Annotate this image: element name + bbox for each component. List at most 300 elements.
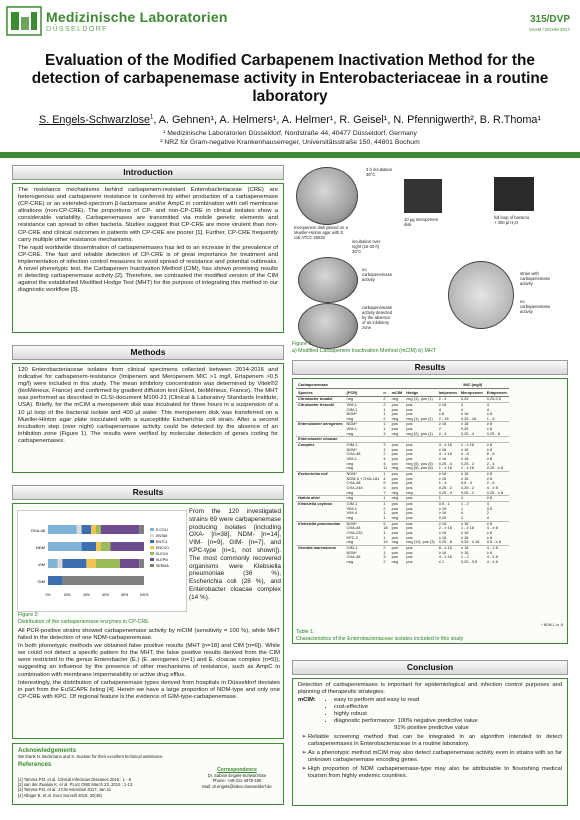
bar-segment bbox=[82, 525, 92, 534]
table-cell: 4 bbox=[459, 496, 485, 502]
table-cell: 4 bbox=[485, 402, 509, 407]
results-paragraph-3: Interestingly, the distribution of carbapenemase types derived from hospitals in Düsseldorf deviates in part from the EuSCAPE listing [4]. Herein we have a large proportion of NDM-type and only one CP-CRE with KPC. Of regional feature is the evidence of GIM-type-carbapenemase. bbox=[18, 679, 280, 700]
table-box bbox=[292, 378, 568, 644]
figure2-caption bbox=[18, 612, 188, 625]
agar-plate-photo bbox=[296, 167, 358, 225]
introduction-paragraph-1: The resistance mechanisms behind carbapenem-resistant Enterobacteriaceae (CRE) are heterogenous and carbapenem resistance is conferred by either production of a carbapenemase (CP-CRE) or an extended-spectrum β-lactamase and/or AmpC in combination with cell membrane altrations (non-CP-CRE). The proportions of CP- and non-CP-CRE in clinical isolates show a considerable variability. Carbapenemases are transmitted via mobile genetic elements and resistance can spread to other bacteria. Studies suggest that CP-CRE are more virulent than non-CP-CRE and clinical outcomes in patients with CP-CRE are poorer [1]. Further, CP-CRE frequently carry multiple other resistance mechanisms. bbox=[18, 187, 278, 243]
table-cell-species: Klebsiella oxytoca bbox=[296, 501, 345, 506]
table-cell: 18 bbox=[383, 525, 388, 531]
figure1-result-negative: no carbapenemase activity bbox=[362, 267, 393, 282]
table-caption bbox=[296, 629, 564, 642]
table-cell-species: Enterobacter aerogenes bbox=[298, 421, 343, 427]
table-cell: pos bbox=[391, 485, 398, 490]
mcim-point: • cost-effective bbox=[334, 704, 478, 711]
table-cell: ≥ 16 bbox=[437, 422, 459, 427]
table-cell: ≥ 8 bbox=[486, 426, 493, 432]
table-cell: 4 - ≥ 8 bbox=[486, 485, 498, 490]
table-cell: OXA-244 bbox=[346, 485, 363, 490]
table-cell: 5 bbox=[381, 521, 389, 526]
table-cell: 0,25-0,5 bbox=[485, 397, 509, 403]
table-cell: ≥ 16 bbox=[438, 446, 447, 452]
table-cell: pos bbox=[391, 534, 398, 540]
table-cell: pos bbox=[406, 411, 413, 417]
table-cell: 1 bbox=[381, 501, 389, 506]
table-cell: neg (5), pos (5) bbox=[406, 460, 433, 466]
mcim-label: mCIM: bbox=[298, 697, 316, 703]
table-head: Imipenem bbox=[438, 390, 457, 396]
figure1-annotation-disk: 10 µg meropenem disk bbox=[404, 217, 439, 227]
mcim-summary bbox=[298, 697, 562, 732]
table-cell: ≥ 16 bbox=[460, 534, 469, 540]
table-cell: ≥ 16 bbox=[438, 505, 447, 511]
table-cell: pos bbox=[391, 456, 398, 462]
table-cell: GIM-1 bbox=[345, 545, 382, 550]
table-cell: 0,25 - 2 bbox=[460, 485, 475, 490]
other-authors: , A. Gehnen¹, A. Helmers¹, A. Helmer¹, R. Geisel¹, N. Pfennigwerth², B. R.Thoma¹ bbox=[153, 114, 541, 126]
table-cell: ≥ 16 bbox=[460, 446, 469, 452]
reference-item: [4] Albiger B. et al. Euro Surveill 2015; 20(45) bbox=[18, 792, 102, 798]
table-cell: 4 - ≥ 8 bbox=[486, 558, 498, 564]
figure1-description: a) Modified Carbapenem Inactivation Method (mCIM) b) MHT bbox=[292, 347, 436, 354]
author-list bbox=[20, 114, 560, 126]
table-cell: 0,25 bbox=[460, 426, 469, 432]
table-cell: neg (11), pos (3) bbox=[406, 539, 435, 545]
table-cell: pos bbox=[404, 496, 436, 502]
table-cell: ≥ 16 bbox=[438, 549, 447, 555]
table-cell: pos bbox=[406, 554, 413, 560]
table-cell: 4 - 8 bbox=[460, 451, 469, 457]
table-cell: 1 bbox=[383, 534, 386, 540]
table-cell: 4 bbox=[486, 514, 489, 520]
table-cell: ≥ 8 bbox=[486, 534, 493, 540]
figure1-mht-positive: strain with carbapenemase activity bbox=[520, 271, 551, 286]
table-cell: 0,25 - 2 bbox=[460, 489, 475, 495]
table-cell: ≥ 16 bbox=[438, 529, 447, 535]
table-cell: ≥ 8 bbox=[486, 549, 493, 555]
poster-header bbox=[0, 0, 580, 44]
table-cell: neg bbox=[346, 465, 354, 471]
table-cell: 3 bbox=[383, 430, 386, 436]
bar-segment bbox=[62, 576, 144, 585]
table-cell: ≥ 8 bbox=[485, 521, 509, 526]
acknowledgements-text: We thank N. Beckmann and S. Suetzer for their excellent technical assistance. bbox=[18, 754, 164, 759]
table-cell: 1 bbox=[383, 529, 386, 535]
table-cell: 0,25 - 2 bbox=[438, 485, 452, 490]
table-cell: neg (2), pos (1) bbox=[406, 430, 433, 436]
table-cell: neg bbox=[406, 489, 413, 495]
table-cell: pos bbox=[406, 510, 413, 516]
table-cell: neg (5), pos (6) bbox=[406, 465, 433, 471]
table-row bbox=[296, 560, 509, 565]
correspondence-phone: Phone: +49-211-4978-180 bbox=[212, 778, 262, 784]
table-cell: ≥ 8 bbox=[438, 411, 445, 417]
table-cell: pos bbox=[406, 514, 413, 520]
table-cell: pos bbox=[391, 480, 398, 486]
conclusion-bullet: ➢ As a phenotypic method mCIM may also detect carbapenemase activity even in strains with so far unknown carbapenemase encoding genes. bbox=[308, 750, 562, 764]
table-head: MIC (mg/l) bbox=[437, 381, 509, 389]
table-cell: pos bbox=[406, 485, 413, 490]
table-head: Meropenem bbox=[460, 390, 483, 396]
table-cell: neg bbox=[346, 460, 354, 466]
table-cell: 2 - 4 bbox=[438, 430, 447, 436]
table-cell: pos bbox=[391, 505, 398, 511]
table-cell: 2 bbox=[383, 451, 386, 457]
table-cell: OXA-48 bbox=[346, 525, 361, 531]
figure1-step1: 3 h incubation 36°C bbox=[366, 167, 393, 177]
lab-logo-icon bbox=[6, 6, 42, 36]
table-cell: 4 bbox=[460, 406, 464, 412]
bar-segment bbox=[48, 559, 58, 568]
table-cell: 2 bbox=[381, 402, 389, 407]
table-cell: 2 bbox=[460, 514, 464, 520]
mht-plate-photo bbox=[448, 261, 514, 329]
table-cell: pos bbox=[406, 505, 413, 511]
legend-label: KLEOX bbox=[156, 552, 168, 556]
table-cell: 14 bbox=[383, 539, 388, 545]
table-cell: 0,5 - 1 bbox=[437, 501, 459, 506]
table-cell: neg bbox=[345, 496, 382, 502]
table-cell: 1 - 2 bbox=[460, 554, 469, 560]
mcim-points bbox=[322, 697, 478, 732]
table-footnote: * NDM-1 or -5 bbox=[541, 622, 563, 627]
table-cell: GIM-1 bbox=[345, 501, 382, 506]
x-tick-label: 80% bbox=[121, 593, 129, 597]
table-cell: 1 bbox=[381, 422, 389, 427]
table-cell: pos bbox=[390, 521, 405, 526]
bar-segment bbox=[96, 559, 120, 568]
table-cell: ≥ 8 bbox=[486, 475, 493, 481]
table-cell: neg bbox=[346, 430, 354, 436]
legend-label: ENCCO bbox=[156, 546, 169, 550]
results-heading: Results bbox=[12, 485, 284, 500]
plate-no-activity-photo bbox=[298, 257, 358, 303]
table-cell: 2 bbox=[381, 545, 389, 550]
table-cell-species: Serratia marcescens bbox=[296, 545, 345, 550]
bar-segment bbox=[96, 525, 101, 534]
legend-label: ENTAE bbox=[156, 534, 168, 538]
table-cell: NDM* bbox=[346, 549, 357, 555]
figure1 bbox=[292, 165, 568, 353]
poster-conference: VAAM / DGHM 2017 bbox=[528, 27, 570, 32]
methods-box bbox=[12, 363, 284, 473]
table-cell-species bbox=[296, 560, 345, 565]
affiliation-1: ¹ Medizinische Laboratorien Düsseldorf, Nordstraße 44, 40477 Düsseldorf, Germany bbox=[163, 130, 417, 137]
table-cell: OXA-48 bbox=[346, 451, 361, 457]
table-cell: ≥ 16 bbox=[460, 456, 469, 462]
table-cell: pos bbox=[406, 529, 413, 535]
table-cell: pos bbox=[406, 549, 413, 555]
table-cell: 0,5 bbox=[486, 505, 493, 511]
header-divider bbox=[0, 152, 580, 158]
mcim-point: • easy to perform and easy to read bbox=[334, 697, 478, 704]
table-cell-species: Escherichia coli bbox=[296, 472, 345, 477]
table-cell: neg bbox=[391, 489, 399, 495]
table-cell: 4 - ≥ 16 bbox=[438, 554, 452, 560]
table-cell: pos bbox=[391, 426, 398, 432]
table-cell: 4 bbox=[460, 510, 464, 516]
table-cell: NDM* bbox=[345, 472, 382, 477]
table-cell: neg bbox=[391, 514, 399, 520]
loop-tube-photo bbox=[494, 177, 534, 211]
reference-item: [3] Tamma P.D. et al. J Clin Microbiol 2017; Jan 11 bbox=[18, 787, 112, 793]
legend-label: KLEPN bbox=[156, 558, 168, 562]
x-tick-label: 40% bbox=[83, 593, 90, 597]
table-cell: pos bbox=[404, 472, 436, 477]
table-cell: pos bbox=[406, 406, 413, 412]
table-cell-species: Citrobacter freundii bbox=[296, 402, 345, 407]
table-cell: neg bbox=[390, 496, 405, 502]
reference-list bbox=[18, 777, 168, 798]
table-cell: 3 bbox=[383, 554, 386, 560]
category-label: NDM bbox=[35, 545, 45, 550]
table-cell: pos bbox=[390, 501, 405, 506]
brand-subtitle: DÜSSELDORF bbox=[46, 26, 108, 33]
bar-segment bbox=[48, 542, 82, 551]
table-cell: 0,25 bbox=[438, 514, 447, 520]
table-cell: ≥ 16 bbox=[438, 475, 447, 481]
table-cell: neg bbox=[391, 539, 399, 545]
table-cell: pos bbox=[404, 501, 436, 506]
table-cell: pos bbox=[404, 545, 436, 550]
table-cell: 0,25 - ≥ 8 bbox=[486, 465, 504, 471]
table-cell-species: Klebsiella pneumoniae bbox=[296, 521, 345, 526]
table-head bbox=[381, 381, 389, 389]
table-cell: pos bbox=[390, 545, 405, 550]
table-cell: pos bbox=[391, 411, 398, 417]
bar-segment bbox=[58, 559, 63, 568]
introduction-heading: Introduction bbox=[12, 165, 284, 180]
table-cell: ≥ 16 bbox=[460, 529, 469, 535]
table-cell: neg bbox=[390, 397, 405, 403]
table-cell: VIM-1 bbox=[346, 505, 357, 511]
figure2-description: Distribution of the carbapenemase enzymes in CP-CRE bbox=[18, 618, 149, 625]
table-cell: 4 bbox=[486, 406, 489, 412]
table-cell: 7 bbox=[383, 489, 386, 495]
table-cell: 2 bbox=[381, 397, 389, 403]
table-cell: 0,25 - 4 bbox=[438, 489, 452, 495]
table-cell: ≥ 8 bbox=[485, 422, 509, 427]
table-cell: neg (1), pos (1) bbox=[404, 397, 436, 403]
table-cell: pos bbox=[404, 422, 436, 427]
table-cell: pos bbox=[391, 529, 398, 535]
table-cell: pos bbox=[390, 472, 405, 477]
table-cell-species: Enterobacter cloacae bbox=[296, 437, 345, 443]
conclusion-bullet: ➢ Reliable screening method that can be integrated in an algorithm intended to detect carbapenemases in Enterobacteriaceae in a routine laboratory. bbox=[308, 734, 562, 748]
table-heading: Results bbox=[292, 360, 568, 375]
figure1-step2: incubation over night (16-20 h) 36°C bbox=[352, 239, 381, 254]
bar-segment bbox=[48, 576, 62, 585]
table-cell: 1 bbox=[437, 496, 459, 502]
table-cell: 4 - ≥ 8 bbox=[486, 554, 498, 560]
x-tick-label: 20% bbox=[63, 593, 71, 597]
table-cell: VIM-1 bbox=[346, 456, 357, 462]
table-cell: pos bbox=[406, 426, 413, 432]
table-cell: NDM* bbox=[346, 411, 357, 417]
table-cell: NDM* bbox=[345, 422, 382, 427]
table-cell: 4 bbox=[383, 475, 386, 481]
poster-id: 315/DVP bbox=[529, 14, 570, 25]
table-cell: ≥ 8 bbox=[486, 446, 493, 452]
table-cell: pos bbox=[406, 456, 413, 462]
table-cell: 1 bbox=[383, 549, 386, 555]
table-cell: pos bbox=[406, 525, 413, 531]
table-cell: 8 - ≥ 16 bbox=[437, 545, 459, 550]
table-cell: 1 bbox=[381, 472, 389, 477]
table-cell: 2 - 4 bbox=[437, 397, 459, 403]
table-cell: 0,25 - 0,5 bbox=[460, 558, 478, 564]
bar-segment bbox=[139, 525, 144, 534]
table-cell: pos bbox=[390, 422, 405, 427]
table-cell: ≥ 16 bbox=[459, 545, 485, 550]
correspondence-mail[interactable]: Mail: dr.engels@labor-duesseldorf.de bbox=[202, 783, 272, 789]
table-cell: pos bbox=[391, 554, 398, 560]
table-cell: ≥ 16 bbox=[459, 521, 485, 526]
table-head: Carbapenemase bbox=[296, 381, 345, 389]
table-cell: ≥ 16 bbox=[438, 456, 447, 462]
table-cell: NDM-5 + OXA-181 bbox=[346, 475, 380, 481]
table-cell: pos bbox=[391, 549, 398, 555]
table-cell: pos bbox=[390, 402, 405, 407]
bar-segment bbox=[110, 542, 144, 551]
legend-swatch bbox=[150, 552, 154, 555]
table-cell: ≥ 16 bbox=[459, 422, 485, 427]
table-cell: 4 bbox=[438, 406, 441, 412]
first-author-affiliation: 1 bbox=[150, 114, 154, 121]
introduction-paragraph-2: The rapid worldwide dissemination of carbapenemases has led to an increase in the prevalence of CP-CRE. The fast and reliable detection of CP-CRE is of great importance for treatment and implementation of infection control measures to avoid spread of resistance and potential outbreaks. A novel phenotypic test, the Carbapenem Inactivation Method (CIM), has shown promising results in detecting carbapenemase activity [2]. Therefore, we contrasted the modified version of the CIM against the established Modified Hodge Test (MHT) for the purpose of integrating this method in our diagnostic workflow [3]. bbox=[18, 244, 278, 294]
bar-segment bbox=[139, 559, 144, 568]
conclusion-intro: Detection of carbapenemases is important for epidemiological and infection control purposes and planning of therapeutic strategies. bbox=[298, 682, 562, 695]
table-head: (PCR) bbox=[345, 389, 382, 397]
table-head: Hodge bbox=[404, 389, 436, 397]
affiliation-2: ² NRZ für Gram-negative Krankenhauserreger, Universitätsstraße 150, 44801 Bochum bbox=[160, 139, 420, 146]
methods-heading: Methods bbox=[12, 345, 284, 360]
legend-swatch bbox=[150, 546, 154, 549]
table-cell: 2 bbox=[383, 505, 386, 511]
legend-label: ENTCL bbox=[156, 540, 168, 544]
results-paragraph-1: All PCR-positive strains showed carbapenemase activity by mCIM (sensitivity = 100 %), while MHT failed in the detection of one NDM-carbapenemase. bbox=[18, 628, 280, 642]
bar-segment bbox=[96, 542, 101, 551]
table-cell: ≥ 16 bbox=[438, 534, 447, 540]
figure2-chart bbox=[17, 510, 187, 612]
results-side-text: From the 120 investigated strains 69 were carbapenemase producing isolates (including OXA- [n=38], NDM- [n=14], VIM- [n=9], GIM- [n=7], and KPC-type [n=1, not shown]). The most commonly recovered organisms were Klebsiella pneumoniae (36 %), Escherichia coli (28 %), and Enterobacter cloacae complex (14 %). bbox=[189, 508, 281, 601]
table-cell: 0,25 - ≥ 16 bbox=[460, 539, 480, 545]
table-cell: 6 - 8 bbox=[486, 451, 495, 457]
table-cell: VIM-1 bbox=[346, 426, 357, 432]
table-cell: GIM-1 bbox=[345, 443, 382, 448]
table-cell: 1 bbox=[383, 426, 386, 432]
table-cell: 0,25 bbox=[459, 397, 485, 403]
figure1-annotation-loop: full loop of bacteria + 400 µl H₂O bbox=[494, 215, 530, 225]
table-cell: ≥ 16 bbox=[460, 475, 469, 481]
table-cell: pos bbox=[404, 402, 436, 407]
table-cell: 2 - 16 bbox=[438, 415, 449, 421]
legend-swatch bbox=[150, 564, 154, 567]
category-label: GIM bbox=[37, 579, 45, 584]
table-cell: neg bbox=[346, 489, 354, 495]
conclusion-box bbox=[292, 678, 568, 806]
table-cell: ≥ 16 bbox=[437, 472, 459, 477]
poster-title: Evaluation of the Modified Carbapenem Inactivation Method for the detection of carbapenemase activity in Enterobacteriaceae in a routine laboratory bbox=[31, 52, 549, 105]
first-author: S. Engels-Schwarzlose bbox=[39, 114, 151, 126]
table-cell: 1 - ≥ 16 bbox=[460, 525, 475, 531]
category-label: VIM bbox=[37, 562, 45, 567]
table-cell: neg bbox=[345, 397, 382, 403]
table-cell: 0,25 - 4 bbox=[438, 460, 452, 466]
table-cell: pos bbox=[406, 475, 413, 481]
results-paragraphs bbox=[18, 628, 280, 702]
table-cell: 4 - ≥ 8 bbox=[486, 525, 498, 531]
table-cell: 1 bbox=[383, 514, 386, 520]
figure1-annotation-plate: meropenem disk placed on a Mueller-Hinton agar with E. coli ATCC 25922 bbox=[294, 225, 348, 240]
table-cell: ≤ 1 bbox=[438, 558, 445, 564]
table-cell: 3 bbox=[381, 443, 389, 448]
table-cell: 1 bbox=[460, 505, 464, 511]
table-cell: neg (1), pos (1) bbox=[406, 415, 433, 421]
mcim-point: 91% positive predictive value bbox=[394, 725, 469, 731]
table-description: Characteristics of the Enterobacteriaceae isolates included in this study bbox=[296, 635, 464, 642]
table-cell: pos bbox=[406, 451, 413, 457]
table-cell: 0,25 - 4 bbox=[460, 430, 475, 436]
table-cell: neg bbox=[391, 430, 399, 436]
table-cell: ≥ 16 bbox=[437, 521, 459, 526]
isolate-table bbox=[296, 381, 509, 565]
conclusion-bullet: ➢ High proportion of NDM carbapenemase-type may also be attributable to flourishing medical tourism from highly endemic countries. bbox=[308, 766, 562, 780]
bar-segment bbox=[91, 525, 96, 534]
table-cell: 1 bbox=[381, 496, 389, 502]
table-head: n bbox=[381, 389, 389, 397]
introduction-box bbox=[12, 183, 284, 333]
correspondence-name: Dr. Sabine Engels-Schwarzlose bbox=[207, 773, 267, 779]
bar-segment bbox=[62, 559, 86, 568]
correspondence-heading: Correspondence bbox=[217, 767, 257, 773]
table-cell: 1 bbox=[383, 510, 386, 516]
table-cell: 2 - 4 bbox=[486, 460, 495, 466]
table-cell: pos bbox=[406, 558, 413, 564]
table-cell: neg bbox=[391, 415, 399, 421]
table-cell: 1 bbox=[383, 411, 386, 417]
table-head: Ertapenem bbox=[486, 390, 507, 396]
acknowledgements-heading: Acknowledgements bbox=[18, 747, 77, 754]
table-cell: pos bbox=[391, 460, 398, 466]
bar-segment bbox=[86, 559, 96, 568]
table-cell: 0,25 - 2 bbox=[460, 460, 475, 466]
table-cell: pos bbox=[406, 534, 413, 540]
reference-item: [1] Tamma P.D. et al. Clinical Infectious Diseases 2016 : 1 - 8 bbox=[18, 777, 131, 782]
table-cell: 0,5 - 4 bbox=[460, 480, 472, 486]
figure1-mht-negative: no carbapenemase activity bbox=[520, 299, 551, 314]
legend-swatch bbox=[150, 558, 154, 561]
legend-swatch bbox=[150, 534, 154, 537]
table-cell: 2 bbox=[486, 510, 489, 516]
table-cell: neg bbox=[346, 539, 354, 545]
table-label: Table 1: bbox=[296, 629, 315, 635]
category-label: OXA-48 bbox=[30, 528, 45, 533]
table-head: mCIM bbox=[391, 390, 403, 396]
table-cell: NDM* bbox=[345, 521, 382, 526]
x-tick-label: 100% bbox=[139, 593, 149, 597]
table-cell: GIM-1 bbox=[346, 406, 358, 412]
table-cell: 4 bbox=[383, 456, 386, 462]
table-cell: pos bbox=[406, 446, 413, 452]
table-cell: 2 - ≥ 16 bbox=[438, 525, 452, 531]
table-cell: neg bbox=[346, 514, 354, 520]
table-cell: 0,25 - 8 bbox=[438, 539, 452, 545]
table-cell: pos bbox=[406, 480, 413, 486]
table-cell: 9 bbox=[383, 480, 386, 486]
table-cell: 1 - 2 bbox=[459, 501, 485, 506]
table-cell: ≥ 16 bbox=[459, 472, 485, 477]
table-cell: ≥ 8 bbox=[485, 443, 509, 448]
